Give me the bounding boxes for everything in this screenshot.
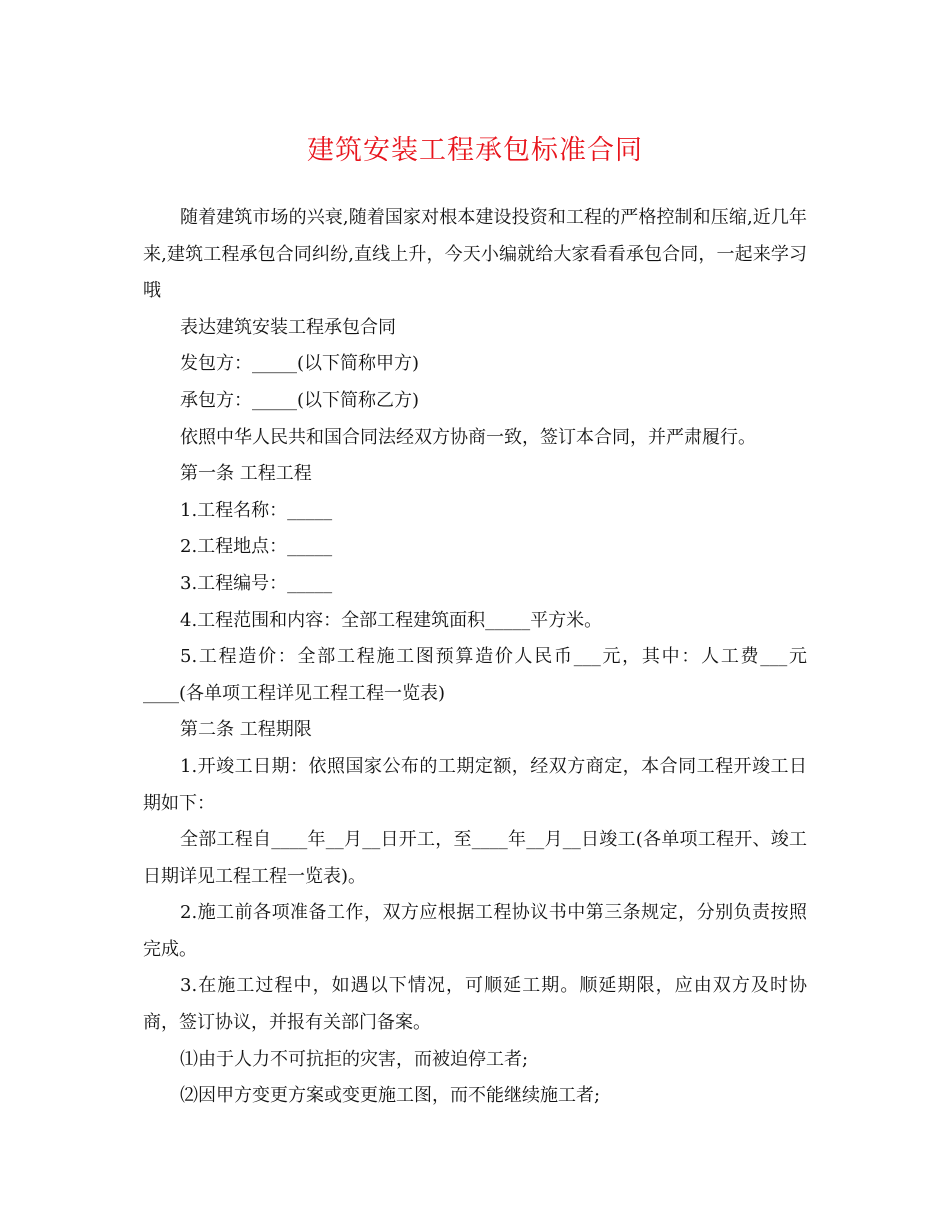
- clause: 3.在施工过程中，如遇以下情况，可顺延工期。顺延期限，应由双方及时协商，签订协议，并报有关部门备案。: [143, 975, 807, 1034]
- document-title: 建筑安装工程承包标准合同: [307, 135, 643, 166]
- clause: 全部工程自____年__月__日开工，至____年__月__日竣工(各单项工程开、竣工日期详见工程工程一览表)。: [143, 829, 807, 887]
- party-b: 承包方：_____(以下简称乙方): [180, 389, 420, 411]
- clause: 2.施工前各项准备工作，双方应根据工程协议书中第三条规定，分别负责按照完成。: [143, 902, 807, 960]
- clause: 3.工程编号：_____: [180, 572, 333, 594]
- sub-clause: ⑵因甲方变更方案或变更施工图，而不能继续施工者;: [180, 1085, 601, 1107]
- article-1-heading: 第一条 工程工程: [180, 463, 312, 485]
- intro-paragraph: 随着建筑市场的兴衰,随着国家对根本建设投资和工程的严格控制和压缩,近几年来,建筑工程承包合同纠纷,直线上升，今天小编就给大家看看承包合同，一起来学习哦: [143, 207, 807, 302]
- party-a: 发包方：_____(以下简称甲方): [180, 353, 420, 375]
- preamble: 依照中华人民共和国合同法经双方协商一致，签订本合同，并严肃履行。: [180, 426, 756, 448]
- sub-clause: ⑴由于人力不可抗拒的灾害，而被迫停工者;: [180, 1048, 529, 1070]
- article-2-heading: 第二条 工程期限: [180, 719, 312, 741]
- clause: 4.工程范围和内容：全部工程建筑面积_____平方米。: [180, 609, 603, 631]
- clause: 1.工程名称：_____: [180, 499, 333, 521]
- contract-name: 表达建筑安装工程承包合同: [180, 316, 396, 338]
- clause: 1.开竣工日期：依照国家公布的工期定额，经双方商定，本合同工程开竣工日期如下：: [143, 755, 807, 814]
- clause: 2.工程地点：_____: [180, 536, 333, 558]
- document-body: [143, 200, 807, 1115]
- clause: 5.工程造价：全部工程施工图预算造价人民币___元，其中：人工费___元____(各单项工程详见工程工程一览表): [143, 646, 807, 704]
